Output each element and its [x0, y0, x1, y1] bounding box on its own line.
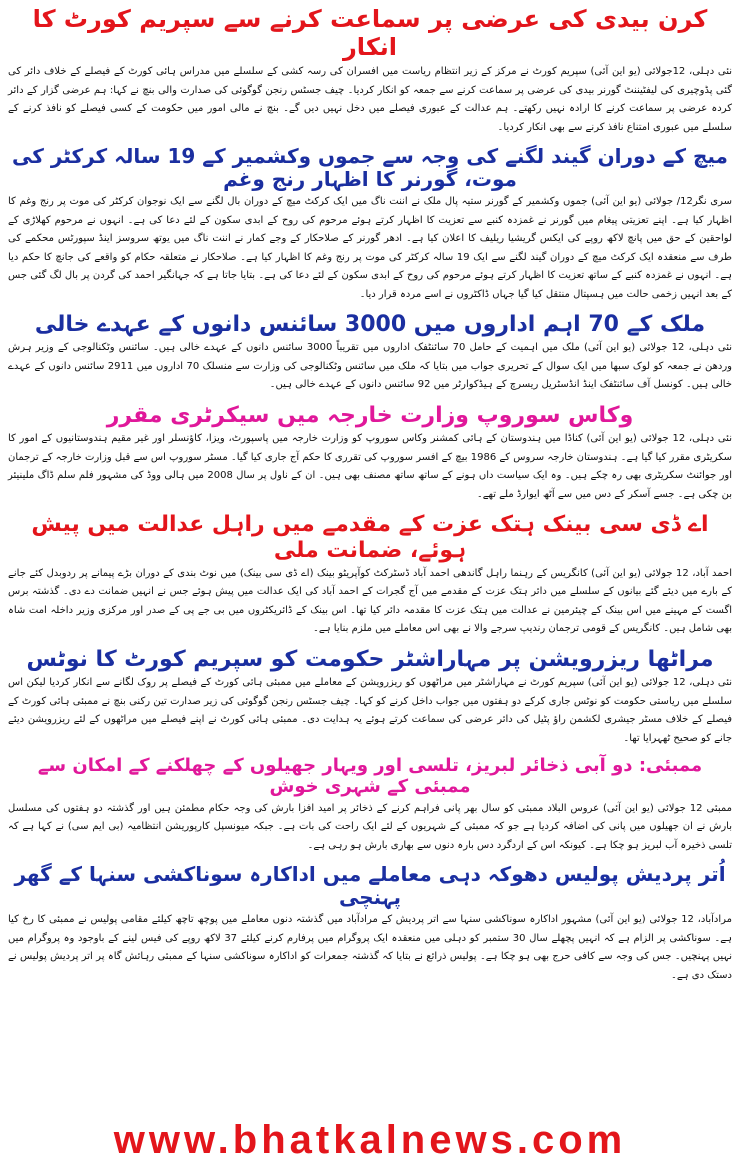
article-body: مرادآباد، 12 جولائی (یو این آئی) مشہور اداکارہ سوناکشی سنہا سے اتر پردیش کے مرادآباد میں گذشتہ دنوں معاملے میں پوچھ تاچھ کیلئے مقامی پولیس نے ممبئی کا رخ کیا ہے۔ سوناکشی پر الزام ہے کہ انہیں پچھلے سال 30 ستمبر کو دہلی میں منعقدہ ایک پروگرام میں پرفارم کرنے کیلئے 37 لاکھ روپے کی فیس لینے کے باوجود وہ پروگرام میں نہیں پہنچیں۔ جس کی وجہ سے کافی حرج بھی ہو چکا ہے۔ پولیس ذرائع نے بتایا کہ گذشتہ جمعرات کو اداکارہ سوناکشی سنہا کے ممبئی رہائش گاہ پر اتر پردیش پولیس نے دستک دی ہے۔ [8, 914, 732, 981]
website-url[interactable]: www.bhatkalnews.com [113, 1117, 627, 1162]
article-body: نئی دہلی، 12 جولائی (یو این آئی) ملک میں اہمیت کے حامل 70 سائنٹفک اداروں میں تقریباً 3000 سائنس دانوں کے عہدے خالی ہیں۔ سائنس وٹکنالوجی کے وزیر ہرش وردھن نے جمعہ کو لوک سبھا میں ایک سوال کے تحریری جواب میں بتایا کہ ملک میں سائنس وٹکنالوجی کی وزارت سے منسلک 70 اداروں میں 2911 سائنس دانوں کے عہدے خالی ہیں۔ کونسل آف سائنٹفک اینڈ انڈسٹریل ریسرچ کے ہیڈکوارٹر میں 92 سائنس دانوں کے عہدے خالی ہیں۔ [8, 342, 732, 391]
article-mumbai-lakes [8, 756, 732, 855]
article-sonakshi-sinha [8, 863, 732, 985]
website-footer [0, 1109, 740, 1171]
article-kashmir-cricketer [8, 145, 732, 304]
headline: اُتر پردیش پولیس دھوکہ دہی معاملے میں اداکارہ سوناکشی سنہا کے گھر پہنچی [14, 862, 726, 910]
article-scientists-vacancies [8, 312, 732, 395]
headline: اے ڈی سی بینک ہتک عزت کے مقدمے میں راہل عدالت میں پیش ہوئے، ضمانت ملی [31, 512, 709, 563]
headline: میچ کے دوران گیند لگنے کی وجہ سے جموں وکشمیر کے 19 سالہ کرکٹر کی موت، گورنر کا اظہار رنج وغم [12, 144, 728, 192]
article-body: نئی دہلی، 12 جولائی (یو این آئی) سپریم کورٹ نے مہاراشٹر میں مراٹھوں کو ریزرویشن کے معاملے میں ممبئی ہائی کورٹ کے فیصلے پر روک لگانے سے انکار کردیا لیکن اس سلسلے میں ریاستی حکومت کو نوٹس جاری کرکے دو ہفتوں میں جواب داخل کرنے کو کہا۔ چیف جسٹس رنجن گوگوئی کی زیر صدارت تین رکنی بنچ نے ممبئی ہائی کورٹ کے فیصلے کے خلاف مسٹر جیشری لکشمن راؤ پٹیل کی دائر عرضی کی سماعت کرتے ہوئے یہ ہدایت دی۔ ممبئی ہائی کورٹ نے اپنے فیصلے میں مراٹھوں کے لئے ریزرویشن دیئے جانے کو صحیح ٹھہرایا تھا۔ [8, 677, 732, 744]
headline: ملک کے 70 اہم اداروں میں 3000 سائنس دانوں کے عہدے خالی [34, 312, 706, 338]
article-body: ممبئی 12 جولائی (یو این آئی) عروس البلاد ممبئی کو سال بھر پانی فراہم کرنے کے ذخائر پر امید افزا بارش کی وجہ حکام مطمئن ہیں اور گذشتہ دو ہفتوں کی مسلسل بارش نے ان جھیلوں میں پانی کی اضافہ کردیا ہے جو کہ ممبئی کے شہریوں کے لئے ایک راحت کی بات ہے۔ جبکہ میونسپل کارپوریشن انتظامیہ (بی ایم سی) نے کہا ہے کہ تلسی ذخیرہ آب لبریز ہو چکا ہے۔ کیونکہ اس کے اردگرد دس بارہ دنوں سے بھاری بارش ہو رہی ہے۔ [8, 802, 733, 851]
article-maratha-reservation [8, 647, 732, 748]
headline: کرن بیدی کی عرضی پر سماعت کرنے سے سپریم کورٹ کا انکار [32, 5, 708, 61]
article-body: سری نگر12/ جولائی (یو این آئی) جموں وکشمیر کے گورنر ستیہ پال ملک نے اننت ناگ میں ایک کرکٹ میچ کے دوران بال لگنے سے ایک نوجوان کرکٹر کی موت پر رنج وغم کا اظہار کیا ہے۔ اپنے تعزیتی پیغام میں گورنر نے غمزدہ کنبے سے تعزیت کا اظہار کرتے ہوئے مرحوم کی روح کے ابدی سکون کے لئے دعا کی ہے۔ انہوں نے مرحوم کھلاڑی کے لواحقین کے حق میں پانچ لاکھ روپے کی ایکس گریشیا ریلیف کا اعلان کیا ہے۔ ادھر گورنر کے صلاحکار کے وجے کمار نے اننت ناگ میں یوتھ سروسز اینڈ سپورٹس محکمے کی طرف سے منعقدہ ایک کرکٹ میچ کے دوران گیند لگنے سے ایک 19 سالہ کرکٹر کی موت پر رنج وغم کا اظہار کیا ہے۔ صلاحکار نے متعلقہ حکام کو واقعے کی جانچ کا حکم دیا ہے۔ انہوں نے غمزدہ کنبے کے ساتھ تعزیت کا اظہار کرتے ہوئے مرحوم کی روح کے ابدی سکون کے لئے دعا کی ہے۔ بتایا جاتا ہے کہ جہانگیر احمد کی گردن پر بال لگ گئی جس کے بعد انہیں زخمی حالت میں ہسپتال منتقل کیا گیا جہاں ڈاکٹروں نے اسے مردہ قرار دیا۔ [8, 196, 733, 300]
article-vikas-swarup [8, 403, 732, 504]
headline: وکاس سوروپ وزارت خارجہ میں سیکرٹری مقرر [106, 402, 634, 428]
article-body: نئی دہلی، 12جولائی (یو این آئی) سپریم کورٹ نے مرکز کے زیر انتظام ریاست میں افسران کی رسہ کشی کے سلسلے میں مدراس ہائی کورٹ کے فیصلے کے خلاف دائر کی گئی پڈوچیری کی لیفٹیننٹ گورنر بیدی کی عرضی پر سماعت کرنے سے جمعہ کو انکار کردیا۔ چیف جسٹس رنجن گوگوئی کی صدارت والی بنچ نے کہا: ہم عرضی گزار کے دائر کردہ عرضی پر سماعت کرنے کا ارادہ نہیں رکھتے۔ ہم عدالت کے عبوری فیصلے میں دخل نہیں دیں گے۔ بنچ نے مالی امور میں حکومت کے کسی فیصلے کو نافذ کرنے کے سلسلے میں عبوری امتناع نافذ کرنے سے بھی انکار کردیا۔ [8, 66, 732, 133]
headline: ممبئی: دو آبی ذخائر لبریز، تلسی اور ویہار جھیلوں کے چھلکنے کے امکان سے ممبئی کے شہری خوش [37, 755, 703, 797]
article-karan-bedi [8, 6, 732, 137]
article-body: نئی دہلی، 12 جولائی (یو این آئی) کناڈا میں ہندوستان کے ہائی کمشنر وکاس سوروپ کو وزارت خارجہ میں پاسپورٹ، ویزا، کاؤنسلر اور غیر مقیم ہندوستانیوں کے امور کا سکریٹری مقرر کیا گیا ہے۔ ہندوستان خارجہ سروس کے 1986 بیچ کے افسر سوروپ کی تقرری کا حکم آج جاری کیا گیا۔ مسٹر سوروپ اس سے قبل وزارت خارجہ کے ترجمان اور جوائنٹ سکریٹری بھی رہ چکے ہیں۔ وہ ایک سیاست داں ہونے کے ساتھ ساتھ مصنف بھی ہیں۔ ان کے ناول پر سال 2008 میں ہالی ووڈ کی مشہور فلم سلم ڈاگ ملینیئر بن چکی ہے۔ جسے آسکر کے دس میں سے آٹھ ایوارڈ ملے تھے۔ [8, 433, 733, 500]
headline: مراٹھا ریزرویشن پر مہاراشٹر حکومت کو سپریم کورٹ کا نوٹس [26, 646, 714, 672]
article-rahul-court [8, 512, 732, 639]
article-body: احمد آباد، 12 جولائی (یو این آئی) کانگریس کے رہنما راہل گاندھی احمد آباد ڈسٹرکٹ کوآپریٹو بینک (اے ڈی سی بینک) میں نوٹ بندی کے دوران بڑے پیمانے پر ردوبدل کئے جانے کے بارے میں دیئے گئے بیانوں کے سلسلے میں دائر ہتک عزت کے مقدمے میں آج گجرات کے احمد آباد کی ایک عدالت میں پیش ہوئے جس نے انہیں ضمانت دے دی۔ گذشتہ برس اگست کے مہینے میں اس بینک کے چیئرمین نے عدالت میں ہتک عزت کا مقدمہ دائر کیا تھا۔ اس بینک کے ڈائریکٹروں میں بی جے پی کے صدر اور مرکزی وزیر داخلہ امت شاہ بھی شامل ہیں۔ کانگریس کے قومی ترجمان رندیپ سرجے والا نے بھی اس معاملے میں ملزم بنایا ہے۔ [8, 567, 732, 635]
